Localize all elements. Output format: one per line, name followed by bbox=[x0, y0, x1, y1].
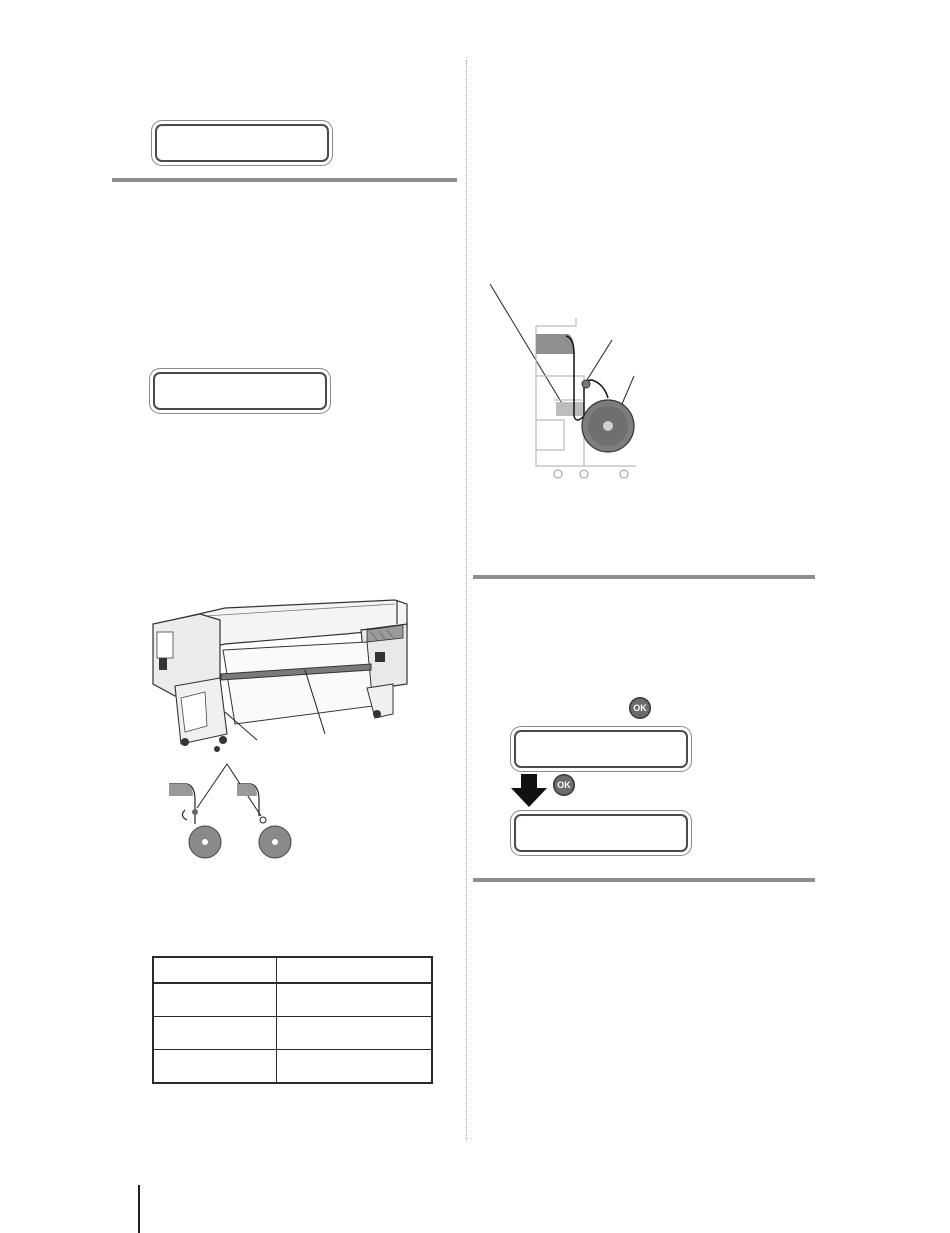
table-cell bbox=[277, 1050, 433, 1084]
ok-button-icon bbox=[629, 697, 651, 719]
page-margin-line bbox=[138, 1185, 140, 1233]
take-up-unit-diagram bbox=[484, 280, 644, 484]
section-rule-right-1 bbox=[473, 575, 815, 579]
table-cell bbox=[277, 1017, 433, 1050]
printer-illustration bbox=[145, 594, 415, 754]
table-row bbox=[153, 1050, 432, 1084]
table-cell bbox=[277, 983, 433, 1017]
table-header-row bbox=[153, 957, 432, 983]
column-divider bbox=[466, 60, 467, 1140]
table-header-cell bbox=[277, 957, 433, 983]
lcd-panel-4 bbox=[514, 814, 688, 852]
table-row bbox=[153, 1017, 432, 1050]
table-cell bbox=[153, 1017, 277, 1050]
lcd-panel-1 bbox=[155, 124, 329, 162]
reference-table bbox=[152, 956, 433, 1084]
table-cell bbox=[153, 983, 277, 1017]
ok-button-label: OK bbox=[557, 780, 571, 790]
section-rule-right-2 bbox=[473, 878, 815, 882]
roller-detail-diagram bbox=[165, 760, 305, 862]
table-cell bbox=[153, 1050, 277, 1084]
ok-button-icon bbox=[553, 774, 575, 796]
table-header-cell bbox=[153, 957, 277, 983]
section-rule-left bbox=[112, 178, 457, 182]
lcd-panel-3 bbox=[514, 730, 688, 768]
down-arrow-icon bbox=[510, 774, 548, 808]
table-row bbox=[153, 983, 432, 1017]
ok-button-label: OK bbox=[633, 703, 647, 713]
lcd-panel-2 bbox=[153, 372, 327, 410]
